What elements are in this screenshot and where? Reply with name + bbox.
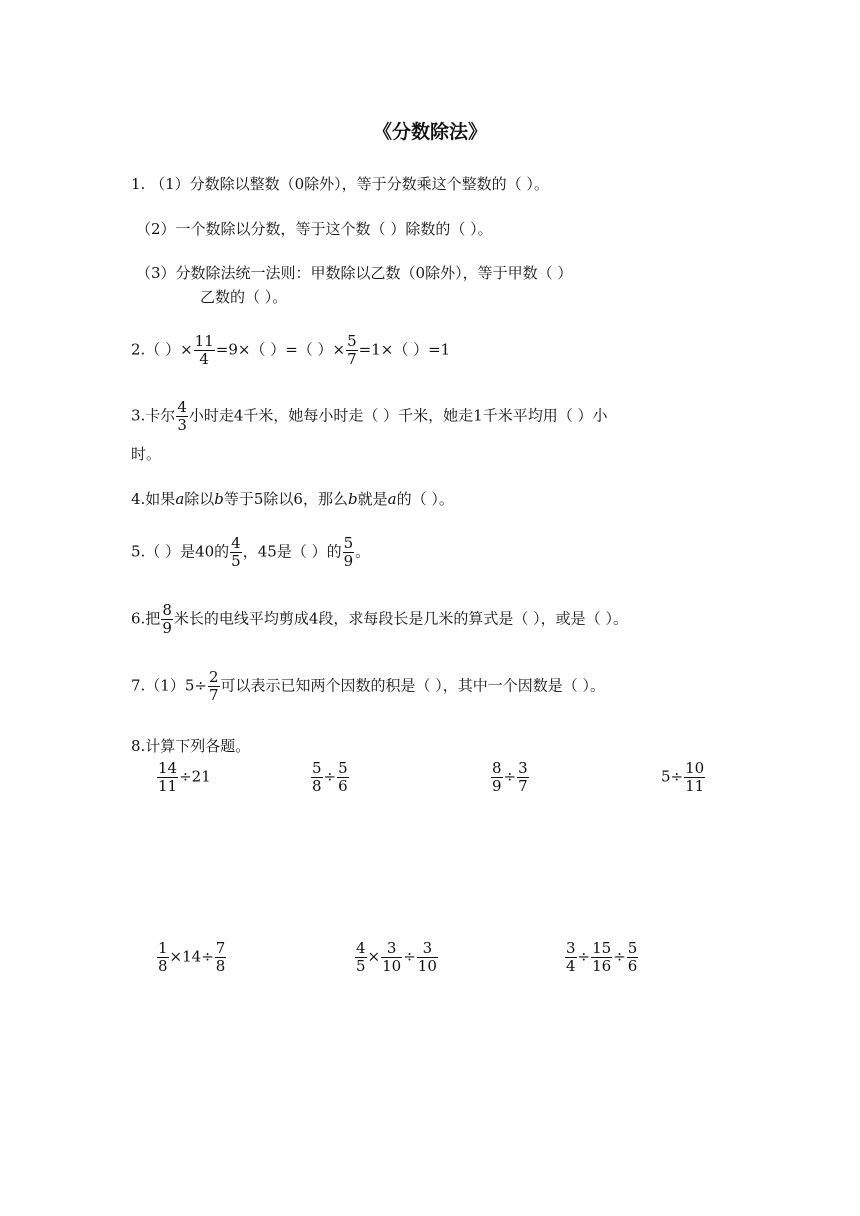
- q8-e2-f1-denominator: 8: [312, 777, 322, 795]
- q2-fraction-1-numerator: 11: [194, 332, 214, 350]
- q7-fraction: [208, 669, 220, 704]
- q3-line2: 时。: [131, 445, 162, 463]
- q8-e5-f1-numerator: 1: [158, 939, 168, 957]
- q8-e2-f2-denominator: 6: [338, 777, 348, 795]
- q3-fraction-numerator: 4: [177, 398, 187, 416]
- q8-e7-fraction-1: [565, 940, 577, 975]
- q7-fraction-numerator: 2: [208, 668, 219, 686]
- q8-e4-f1-numerator: 10: [685, 759, 705, 777]
- q4-var-a: a: [175, 490, 185, 508]
- q4-text-2: 除以: [184, 490, 215, 508]
- q3-text-1: 3.卡尔: [131, 406, 176, 425]
- q8-e6-operator-1: ×: [367, 947, 381, 966]
- q4-var-a-2: a: [387, 490, 397, 508]
- q8-e6-operator-2: ÷: [403, 947, 416, 966]
- q7-text-2: 可以表示已知两个因数的积是（ ），其中一个因数是（ ）。: [220, 676, 606, 695]
- q8-e5-f1-denominator: 8: [158, 957, 168, 975]
- q5-fraction-2-numerator: 5: [343, 534, 354, 552]
- q6-line: [131, 602, 628, 637]
- q8-expression-5: [156, 940, 227, 975]
- q8-e4-text: 5÷: [661, 767, 684, 786]
- q8-e6-fraction-1: [355, 940, 367, 975]
- q8-e1-fraction-1: [157, 760, 178, 795]
- q8-e3-operator: ÷: [503, 767, 517, 786]
- q8-e5-text: ×14÷: [169, 947, 214, 966]
- q8-e7-operator-1: ÷: [577, 947, 591, 966]
- q5-fraction-2-denominator: 9: [343, 552, 354, 570]
- q8-e7-operator-2: ÷: [613, 947, 626, 966]
- q8-e7-fraction-2: [591, 940, 612, 975]
- q8-expression-7: [564, 940, 639, 975]
- q8-e3-fraction-1: [491, 760, 503, 795]
- q8-expression-4: [661, 760, 706, 795]
- q7-text-1: 7.（1）5÷: [131, 676, 207, 695]
- q6-fraction-denominator: 9: [162, 619, 172, 637]
- q8-e2-fraction-2: [337, 760, 349, 795]
- q3-line1: [131, 399, 608, 434]
- q8-expression-2: [310, 760, 350, 795]
- q5-fraction-1-numerator: 4: [231, 534, 241, 552]
- q8-e2-fraction-1: [311, 760, 323, 795]
- q8-e6-fraction-2: [381, 940, 402, 975]
- q8-e6-fraction-3: [417, 940, 438, 975]
- q8-e7-f1-denominator: 4: [566, 957, 576, 975]
- q8-e3-f2-numerator: 3: [518, 759, 528, 777]
- q8-label: 8.计算下列各题。: [131, 737, 251, 755]
- q2-text-1: 2.（ ）×: [131, 340, 193, 359]
- q8-e1-f1-numerator: 14: [158, 759, 178, 777]
- q3-fraction: [176, 399, 188, 434]
- q6-text-2: 米长的电线平均剪成4段，求每段长是几米的算式是（ ），或是（ ）。: [173, 609, 628, 628]
- q2-fraction-1-denominator: 4: [199, 350, 209, 368]
- q8-e1-f1-denominator: 11: [158, 777, 178, 795]
- q2-fraction-2-denominator: 7: [347, 350, 357, 368]
- q5-fraction-2: [343, 535, 355, 570]
- q5-line: [131, 535, 370, 570]
- q6-fraction-numerator: 8: [162, 601, 172, 619]
- q7-line: [131, 669, 605, 704]
- q2-text-2: =9×（ ）=（ ）×: [215, 340, 346, 359]
- q8-e3-f1-denominator: 9: [492, 777, 502, 795]
- q8-e5-fraction-2: [215, 940, 227, 975]
- q1-line3: （3）分数除法统一法则：甲数除以乙数（0除外），等于甲数（ ）: [136, 264, 573, 282]
- q1-line1: 1. （1）分数除以整数（0除外），等于分数乘这个整数的（ ）。: [131, 175, 549, 193]
- q2-fraction-2-numerator: 5: [347, 332, 357, 350]
- q8-e5-f2-numerator: 7: [215, 939, 226, 957]
- q8-e6-f1-numerator: 4: [356, 939, 366, 957]
- q8-e6-f3-numerator: 3: [417, 940, 438, 958]
- q1-line4: 乙数的（ ）。: [200, 288, 288, 306]
- q4-text-4: 就是: [357, 490, 388, 508]
- q8-e2-f1-numerator: 5: [312, 759, 322, 777]
- q8-e4-f1-denominator: 11: [685, 777, 705, 795]
- q4-text-3: 等于5除以6，那么: [223, 490, 348, 508]
- q6-fraction: [161, 602, 173, 637]
- q8-e6-f1-denominator: 5: [356, 957, 366, 975]
- q8-e3-fraction-2: [517, 760, 529, 795]
- q8-e6-f2-denominator: 10: [382, 957, 402, 975]
- q6-text-1: 6.把: [131, 609, 161, 628]
- q5-fraction-1: [230, 535, 242, 570]
- q8-e7-f3-denominator: 6: [627, 957, 638, 975]
- q7-fraction-denominator: 7: [208, 686, 219, 704]
- q8-expression-6: [354, 940, 439, 975]
- q8-e2-f2-numerator: 5: [338, 759, 348, 777]
- q5-text-1: 5.（ ）是40的: [131, 542, 230, 561]
- q8-e6-f2-numerator: 3: [381, 940, 402, 958]
- q3-text-2: 小时走4千米，她每小时走（ ）千米，她走1千米平均用（ ）小: [188, 406, 608, 425]
- q8-e7-fraction-3: [627, 940, 639, 975]
- q8-e3-f2-denominator: 7: [518, 777, 528, 795]
- q8-e2-operator: ÷: [323, 767, 337, 786]
- q1-line2: （2）一个数除以分数，等于这个数（ ）除数的（ ）。: [136, 220, 493, 238]
- q5-text-2: ，45是（ ）的: [242, 542, 342, 561]
- q8-e5-f2-denominator: 8: [215, 957, 226, 975]
- q8-e7-f2-denominator: 16: [592, 957, 612, 975]
- q8-e6-f3-denominator: 10: [417, 957, 437, 975]
- q5-text-3: 。: [355, 542, 371, 561]
- q5-fraction-1-denominator: 5: [231, 552, 241, 570]
- q2-text-3: =1×（ ）=1: [358, 340, 451, 359]
- q8-e1-text: ÷21: [179, 767, 211, 786]
- q2-fraction-1: [194, 333, 215, 368]
- q2-fraction-2: [346, 333, 358, 368]
- q8-e7-f2-numerator: 15: [592, 939, 612, 957]
- q8-expression-3: [490, 760, 530, 795]
- q8-e5-fraction-1: [157, 940, 169, 975]
- q4-var-b: b: [214, 490, 224, 508]
- q3-fraction-denominator: 3: [177, 416, 187, 434]
- q8-e3-f1-numerator: 8: [492, 759, 502, 777]
- q8-e4-fraction-1: [684, 760, 705, 795]
- q4-text-5: 的（ ）。: [396, 490, 454, 508]
- q8-e7-f1-numerator: 3: [566, 939, 576, 957]
- page-title: 《分数除法》: [372, 121, 487, 143]
- q2-line: [131, 333, 450, 368]
- q8-e7-f3-numerator: 5: [627, 939, 638, 957]
- q4-text-1: 4.如果: [131, 490, 176, 508]
- q8-expression-1: [156, 760, 211, 795]
- q4-var-b-2: b: [347, 490, 358, 508]
- q4-line: [131, 490, 454, 508]
